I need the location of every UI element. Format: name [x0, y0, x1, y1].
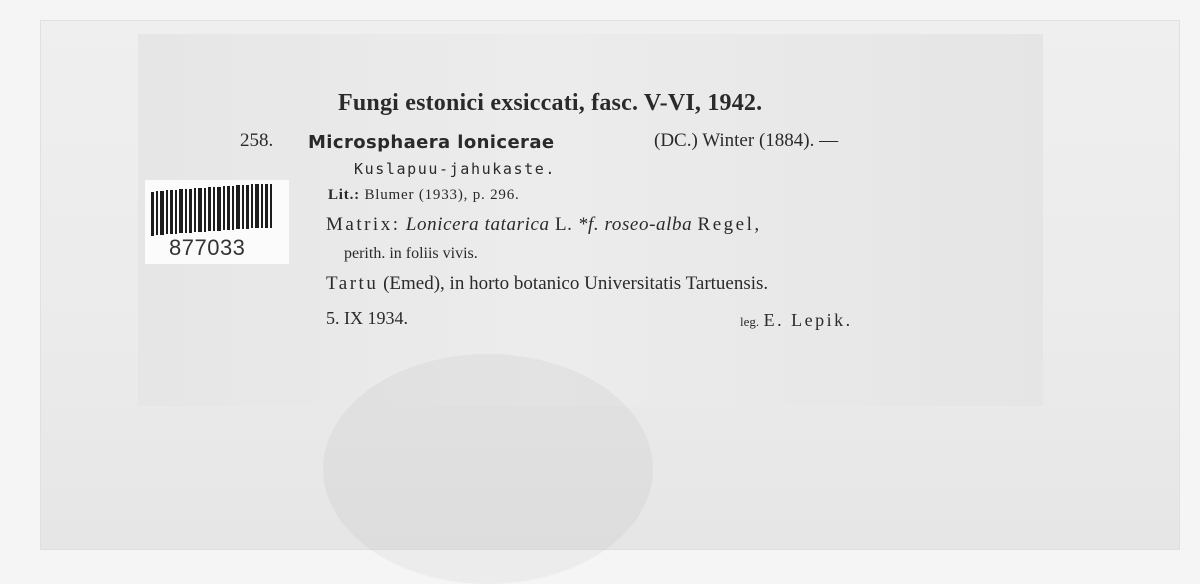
locality-town: Tartu: [326, 273, 379, 294]
collector-name: E. Lepik.: [763, 310, 853, 330]
matrix-host: Lonicera tatarica: [405, 214, 550, 235]
barcode-number: 877033: [169, 235, 246, 260]
matrix-form: *f. roseo-alba: [577, 214, 693, 235]
perithecia-line: perith. in foliis vivis.: [344, 245, 478, 262]
species-authority: (DC.) Winter (1884). —: [654, 130, 839, 151]
literature-line: [328, 187, 520, 204]
matrix-label: Matrix:: [326, 214, 401, 235]
common-name: Kuslapuu-jahukaste.: [354, 160, 556, 178]
literature-label: Lit.:: [328, 187, 360, 203]
label-title: Fungi estonici exsiccati, fasc. V-VI, 1942.: [338, 90, 763, 116]
collector-line: [740, 310, 853, 331]
matrix-author: L.: [554, 214, 573, 235]
species-name: Microsphaera lonicerae: [308, 132, 555, 153]
leg-label: leg.: [740, 314, 760, 329]
specimen-number: 258.: [240, 130, 274, 151]
literature-text: Blumer (1933), p. 296.: [364, 187, 520, 203]
barcode-icon: [151, 184, 273, 238]
locality-line: [326, 273, 768, 295]
matrix-line: [326, 214, 762, 236]
collection-date: 5. IX 1934.: [326, 308, 408, 328]
locality-detail: (Emed), in horto botanico Universitatis Tartuensis.: [383, 273, 769, 294]
matrix-form-author: Regel,: [697, 214, 762, 235]
background-shadow: [323, 354, 653, 584]
barcode-label: [145, 180, 289, 264]
